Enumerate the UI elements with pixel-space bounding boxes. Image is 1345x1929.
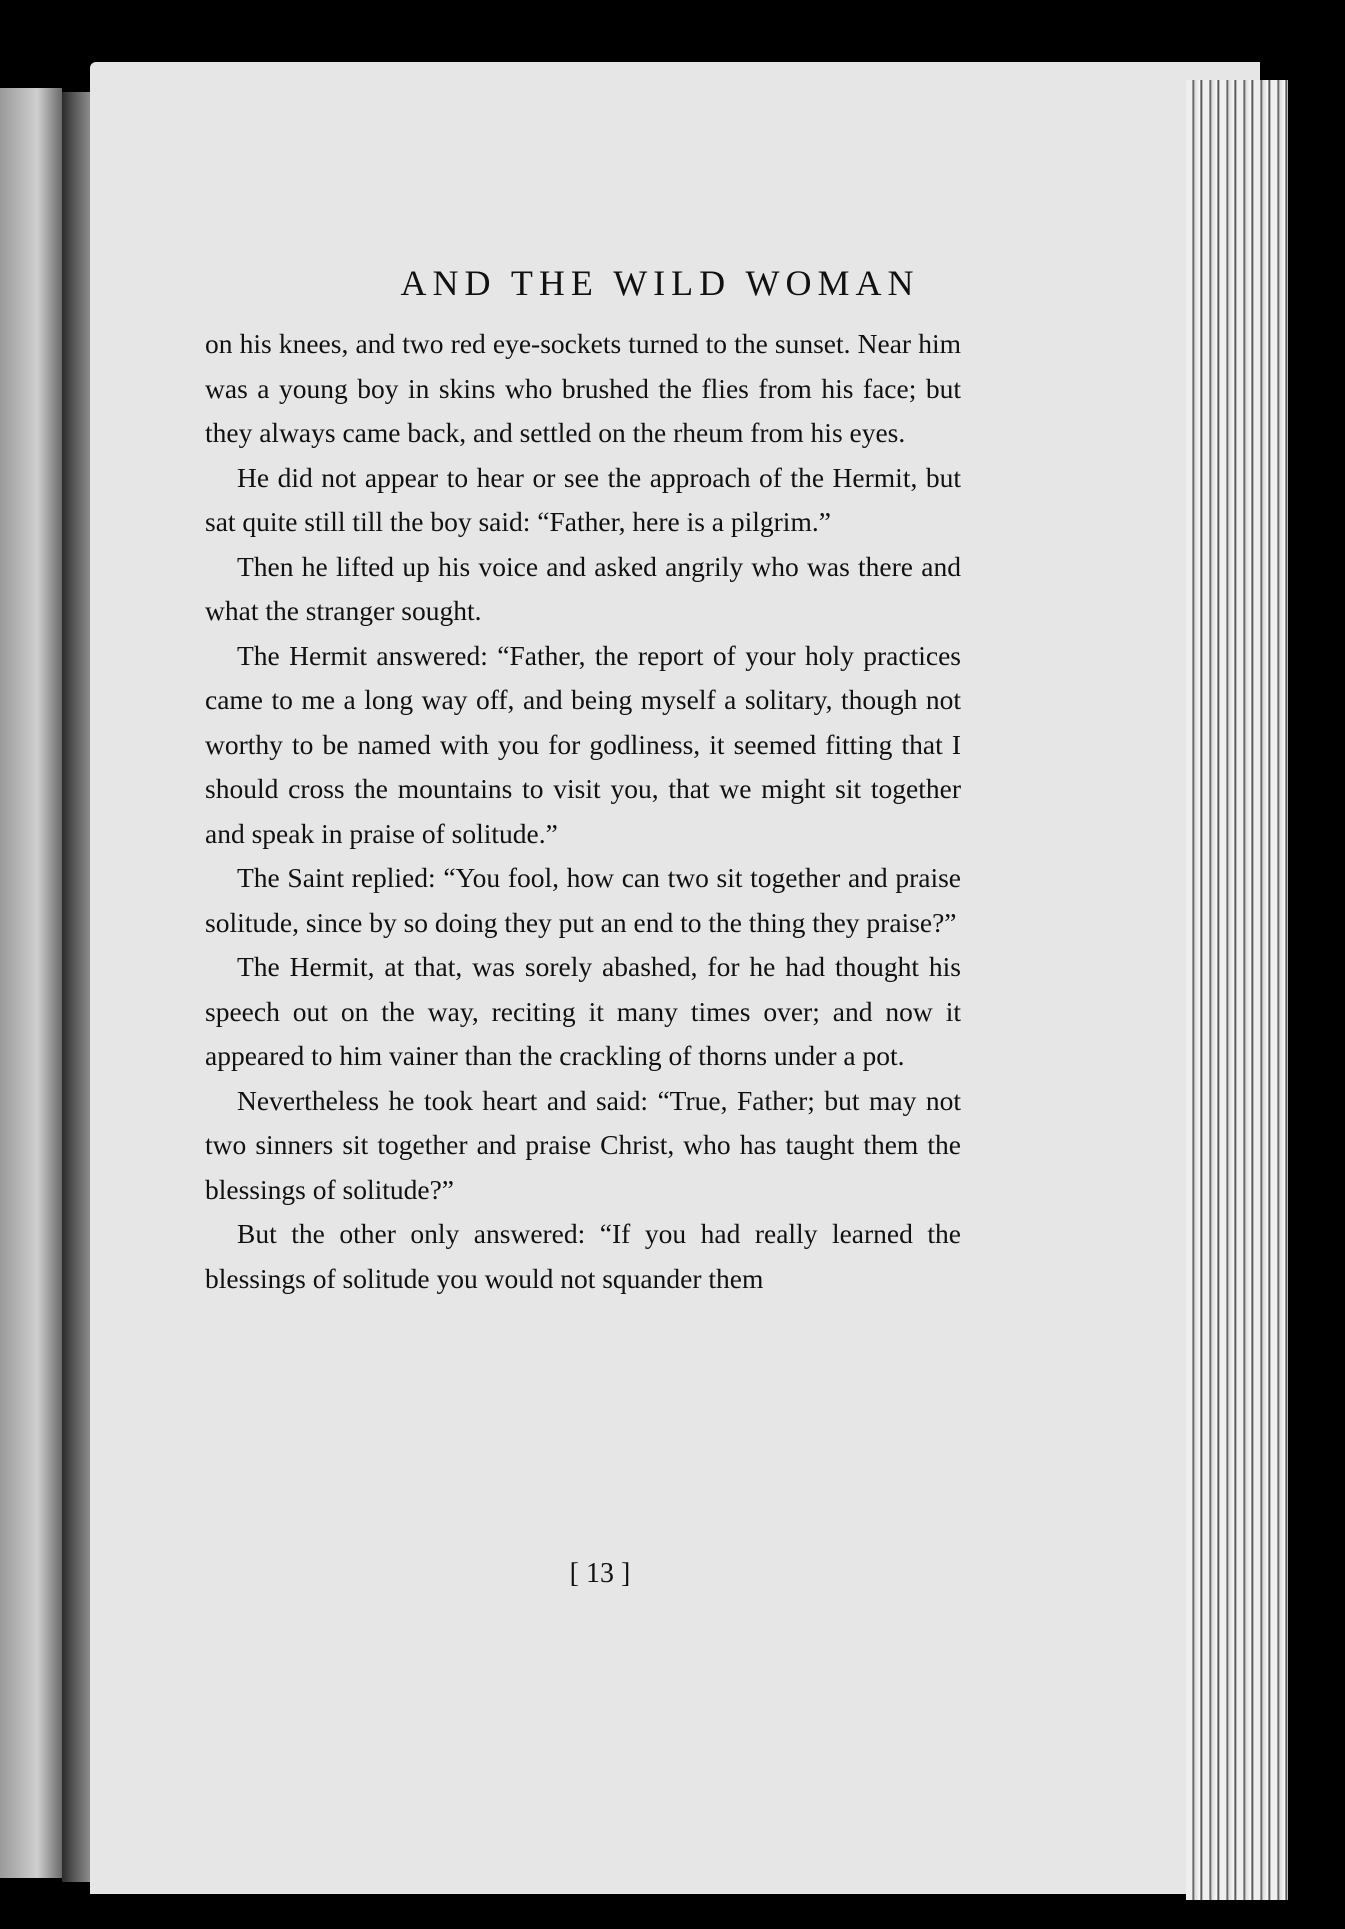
body-text xyxy=(205,322,961,1301)
paragraph: Nevertheless he took heart and said: “True, Father; but may not two sinners sit together and praise Christ, who has taught them the blessings of solitude?” xyxy=(205,1084,961,1205)
page-number: [ 13 ] xyxy=(569,1558,631,1589)
book-spine-shadow xyxy=(62,92,90,1882)
paragraph: on his knees, and two red eye-sockets turned to the sunset. Near him was a young boy in skins who brushed the flies from his face; but they always came back, and settled on the rheum from his eyes. xyxy=(205,328,961,448)
paragraph: The Hermit answered: “Father, the report of your holy practices came to me a long way off, and being myself a solitary, though not worthy to be named with you for godliness, it seemed fitting that I should cross the mountains to visit you, that we might sit together and speak in praise of solitude.” xyxy=(205,639,961,849)
paragraph: The Hermit, at that, was sorely abashed, for he had thought his speech out on the way, reciting it many times over; and now it appeared to him vainer than the crackling of thorns under a pot. xyxy=(205,951,961,1071)
left-page-edge xyxy=(0,88,62,1878)
right-page-edges xyxy=(1186,80,1298,1900)
paragraph: Then he lifted up his voice and asked angrily who was there and what the stranger sought. xyxy=(205,550,961,626)
paragraph: The Saint replied: “You fool, how can two sit together and praise solitude, since by so doing they put an end to the thing they praise?” xyxy=(205,862,961,938)
running-header: AND THE WILD WOMAN xyxy=(400,263,920,303)
paragraph: But the other only answered: “If you had really learned the blessings of solitude you would not squander them xyxy=(205,1218,961,1294)
paragraph: He did not appear to hear or see the approach of the Hermit, but sat quite still till the boy said: “Father, here is a pilgrim.” xyxy=(205,461,961,537)
right-margin-shadow xyxy=(1288,70,1345,1929)
